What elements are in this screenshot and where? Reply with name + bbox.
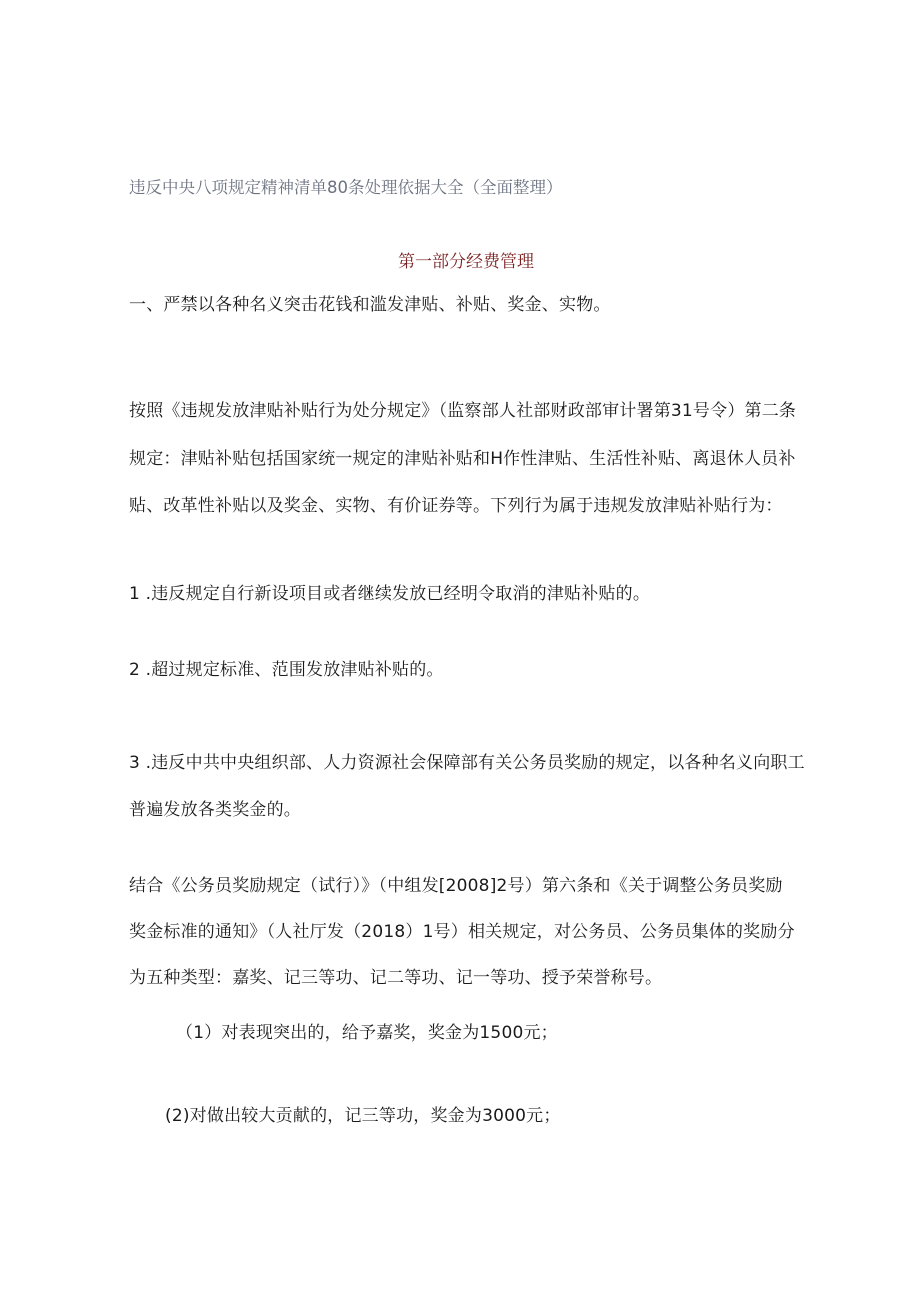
paragraph-2-line-3: 为五种类型：嘉奖、记三等功、记二等功、记一等功、授予荣誉称号。: [129, 968, 663, 988]
paragraph-1-line-3: 贴、改革性补贴以及奖金、实物、有价证券等。下列行为属于违规发放津贴补贴行为：: [129, 496, 783, 516]
section-heading: 第一部分经费管理: [398, 252, 534, 272]
sub-item-2: (2)对做出较大贡献的，记三等功，奖金为3000元；: [165, 1106, 561, 1126]
list-item-3-line-1: 3 .违反中共中央组织部、人力资源社会保障部有关公务员奖励的规定，以各种名义向职工: [129, 753, 805, 773]
paragraph-2-line-2: 奖金标准的通知》（人社厅发（2018）1号）相关规定，对公务员、公务员集体的奖励分: [129, 922, 795, 942]
paragraph-2-line-1: 结合《公务员奖励规定（试行）》（中组发[2008]2号）第六条和《关于调整公务员奖励: [129, 876, 783, 896]
list-item-1: 1 .违反规定自行新设项目或者继续发放已经明令取消的津贴补贴的。: [129, 584, 651, 604]
item-one-heading: 一、严禁以各种名义突击花钱和滥发津贴、补贴、奖金、实物。: [129, 295, 611, 315]
paragraph-1-line-1: 按照《违规发放津贴补贴行为处分规定》（监察部人社部财政部审计署第31号令）第二条: [129, 401, 797, 421]
list-item-3-line-2: 普遍发放各类奖金的。: [129, 800, 301, 820]
sub-item-1: （1）对表现突出的，给予嘉奖，奖金为1500元；: [176, 1023, 558, 1043]
document-title: 违反中央八项规定精神清单80条处理依据大全（全面整理）: [129, 178, 563, 197]
paragraph-1-line-2: 规定：津贴补贴包括国家统一规定的津贴补贴和H作性津贴、生活性补贴、离退休人员补: [129, 449, 796, 469]
list-item-2: 2 .超过规定标准、范围发放津贴补贴的。: [129, 660, 444, 680]
